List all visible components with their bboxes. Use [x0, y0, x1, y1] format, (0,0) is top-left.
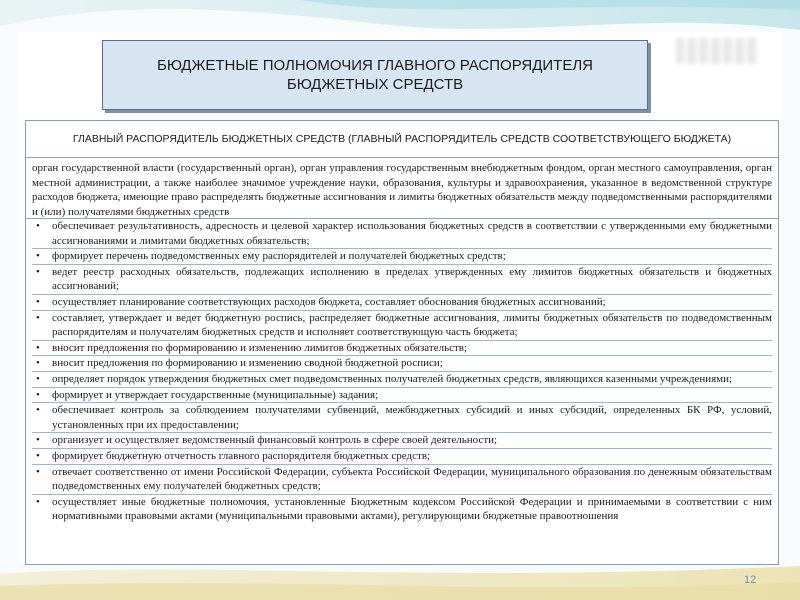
- blurred-logo: [676, 38, 758, 64]
- list-item: • организует и осуществляет ведомственный финансовый контроль в сфере своей деятельности;: [32, 433, 772, 449]
- list-item: • обеспечивает результативность, адресность и целевой характер использования бюджетных средств в соответствии с утвержденными ему бюджетными ассигнованиями и лимитами бюджетных обязательств;: [32, 219, 772, 249]
- list-item: • составляет, утверждает и ведет бюджетную роспись, распределяет бюджетные ассигнования, лимиты бюджетных обязательств по подведомственным распорядителям и получателям бюджетных средств и исполняет соответствующую часть бюджета;: [32, 311, 772, 341]
- list-item: • формирует перечень подведомственных ему распорядителей и получателей бюджетных средств;: [32, 249, 772, 265]
- duties-list: [26, 219, 778, 524]
- page-number: 12: [744, 574, 757, 586]
- table-header: ГЛАВНЫЙ РАСПОРЯДИТЕЛЬ БЮДЖЕТНЫХ СРЕДСТВ (ГЛАВНЫЙ РАСПОРЯДИТЕЛЬ СРЕДСТВ СООТВЕТСТВУЮЩЕГО БЮДЖЕТА): [26, 121, 778, 158]
- list-item: • ведет реестр расходных обязательств, подлежащих исполнению в пределах утвержденных ему лимитов бюджетных обязательств и бюджетных ассигнований;: [32, 265, 772, 295]
- slide-title: БЮДЖЕТНЫЕ ПОЛНОМОЧИЯ ГЛАВНОГО РАСПОРЯДИТЕЛЯ БЮДЖЕТНЫХ СРЕДСТВ: [156, 57, 594, 93]
- list-item: • отвечает соответственно от имени Российской Федерации, субъекта Российской Федерации, муниципального образования по денежным обязательствам подведомственных ему получателей бюджетных средств;: [32, 465, 772, 495]
- list-item: • осуществляет планирование соответствующих расходов бюджета, составляет обоснования бюджетных ассигнований;: [32, 295, 772, 311]
- list-item: • вносит предложения по формированию и изменению лимитов бюджетных обязательств;: [32, 341, 772, 357]
- list-item: • определяет порядок утверждения бюджетных смет подведомственных получателей бюджетных средств, являющихся казенными учреждениями;: [32, 372, 772, 388]
- definition-text: орган государственной власти (государственный орган), орган управления государственным внебюджетным фондом, орган местного самоуправления, орган местной администрации, а также наиболее значимое учреждение науки, образования, культуры и здравоохранения, указанное в ведомственной структуре расходов бюджета, имеющие право распределять бюджетные ассигнования и лимиты бюджетных обязательств между подведомственными распорядителями и (или) получателями бюджетных средств: [26, 158, 778, 219]
- list-item: • формирует бюджетную отчетность главного распорядителя бюджетных средств;: [32, 449, 772, 465]
- list-item: • вносит предложения по формированию и изменению сводной бюджетной росписи;: [32, 356, 772, 372]
- list-item: • осуществляет иные бюджетные полномочия, установленные Бюджетным кодексом Российской Федерации и принимаемыми в соответствии с ним нормативными правовыми актами (муниципальными правовыми актами), регулирующими бюджетные правоотношения: [32, 495, 772, 524]
- list-item: • обеспечивает контроль за соблюдением получателями субвенций, межбюджетных субсидий и иных субсидий, определенных БК РФ, условий, установленных при их предоставлении;: [32, 403, 772, 433]
- list-item: • формирует и утверждает государственные (муниципальные) задания;: [32, 388, 772, 404]
- definition-table: [25, 120, 779, 565]
- title-box: [102, 40, 648, 110]
